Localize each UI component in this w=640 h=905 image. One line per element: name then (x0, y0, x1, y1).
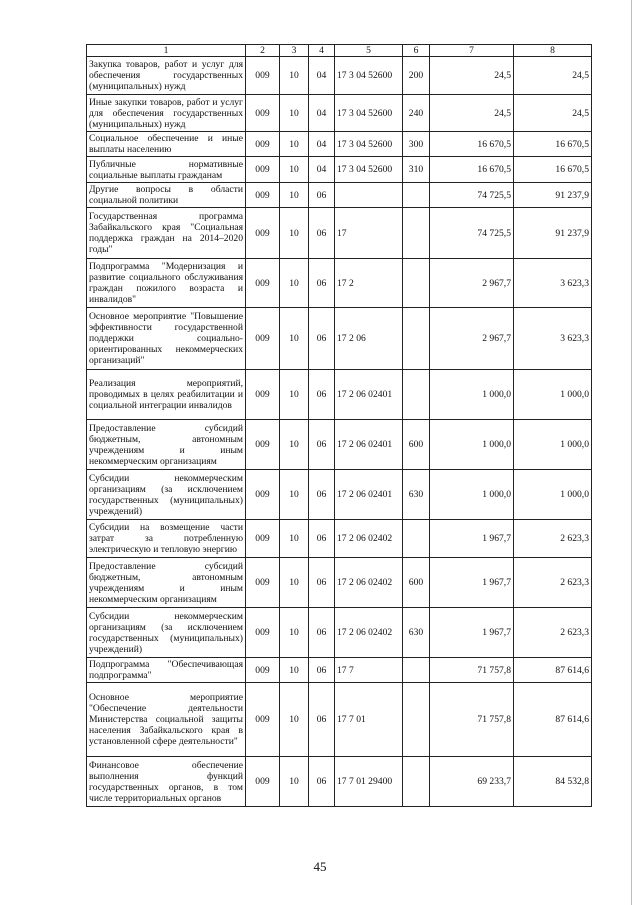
admin-code-cell: 009 (246, 520, 280, 558)
expense-type-cell (403, 370, 430, 420)
admin-code-cell: 009 (246, 757, 280, 807)
section-code-cell: 10 (280, 208, 309, 259)
expense-type-cell (403, 208, 430, 259)
amount-year1-cell: 2 967,7 (430, 259, 514, 308)
row-name-cell: Публичные нормативные социальные выплаты гражданам (87, 157, 246, 183)
target-article-cell: 17 3 04 52600 (335, 132, 403, 157)
admin-code-cell: 009 (246, 157, 280, 183)
amount-year2-cell: 91 237,9 (514, 183, 592, 208)
section-code-cell: 10 (280, 470, 309, 520)
expense-type-cell: 630 (403, 608, 430, 658)
table-row (87, 757, 592, 807)
header-cell: 7 (430, 45, 514, 57)
amount-year2-cell: 3 623,3 (514, 308, 592, 370)
amount-year2-cell: 1 000,0 (514, 420, 592, 470)
table-row (87, 183, 592, 208)
section-code-cell: 10 (280, 157, 309, 183)
target-article-cell: 17 2 06 02402 (335, 608, 403, 658)
page-number: 45 (313, 859, 327, 874)
target-article-cell: 17 7 01 29400 (335, 757, 403, 807)
amount-year1-cell: 1 967,7 (430, 608, 514, 658)
amount-year2-cell: 16 670,5 (514, 132, 592, 157)
amount-year2-cell: 87 614,6 (514, 658, 592, 683)
subsection-code-cell: 06 (309, 757, 335, 807)
section-code-cell: 10 (280, 370, 309, 420)
expense-type-cell (403, 658, 430, 683)
expense-type-cell (403, 308, 430, 370)
target-article-cell: 17 2 (335, 259, 403, 308)
amount-year1-cell: 74 725,5 (430, 208, 514, 259)
admin-code-cell: 009 (246, 470, 280, 520)
target-article-cell: 17 7 (335, 658, 403, 683)
section-code-cell: 10 (280, 658, 309, 683)
row-name-cell: Предоставление субсидий бюджетным, автономным учреждениям и иным некоммерческим организациям (87, 420, 246, 470)
table-row (87, 558, 592, 608)
amount-year2-cell: 24,5 (514, 95, 592, 132)
subsection-code-cell: 06 (309, 558, 335, 608)
table-row (87, 132, 592, 157)
amount-year1-cell: 69 233,7 (430, 757, 514, 807)
section-code-cell: 10 (280, 259, 309, 308)
expense-type-cell: 200 (403, 57, 430, 95)
amount-year2-cell: 87 614,6 (514, 683, 592, 757)
target-article-cell: 17 2 06 02402 (335, 558, 403, 608)
expense-type-cell: 600 (403, 420, 430, 470)
section-code-cell: 10 (280, 558, 309, 608)
row-name-cell: Реализация мероприятий, проводимых в целях реабилитации и социальной интеграции инвалидов (87, 370, 246, 420)
table-header-row (87, 45, 592, 57)
admin-code-cell: 009 (246, 608, 280, 658)
expense-type-cell (403, 757, 430, 807)
section-code-cell: 10 (280, 757, 309, 807)
row-name-cell: Другие вопросы в области социальной политики (87, 183, 246, 208)
subsection-code-cell: 04 (309, 57, 335, 95)
row-name-cell: Финансовое обеспечение выполнения функций государственных органов, в том числе территориальных органов (87, 757, 246, 807)
amount-year2-cell: 84 532,8 (514, 757, 592, 807)
table-row (87, 308, 592, 370)
admin-code-cell: 009 (246, 57, 280, 95)
target-article-cell: 17 2 06 02401 (335, 420, 403, 470)
table-row (87, 520, 592, 558)
amount-year2-cell: 24,5 (514, 57, 592, 95)
table-row (87, 57, 592, 95)
subsection-code-cell: 06 (309, 470, 335, 520)
subsection-code-cell: 06 (309, 520, 335, 558)
expense-type-cell (403, 683, 430, 757)
section-code-cell: 10 (280, 608, 309, 658)
amount-year2-cell: 2 623,3 (514, 608, 592, 658)
table-row (87, 95, 592, 132)
admin-code-cell: 009 (246, 183, 280, 208)
amount-year1-cell: 1 967,7 (430, 520, 514, 558)
amount-year2-cell: 16 670,5 (514, 157, 592, 183)
amount-year1-cell: 16 670,5 (430, 132, 514, 157)
section-code-cell: 10 (280, 420, 309, 470)
amount-year2-cell: 3 623,3 (514, 259, 592, 308)
row-name-cell: Субсидии некоммерческим организациям (за исключением государственных (муниципальных) учреждений) (87, 470, 246, 520)
row-name-cell: Основное мероприятие "Обеспечение деятельности Министерства социальной защиты населения Забайкальского края в установленной сфере деятельности" (87, 683, 246, 757)
admin-code-cell: 009 (246, 558, 280, 608)
admin-code-cell: 009 (246, 308, 280, 370)
admin-code-cell: 009 (246, 208, 280, 259)
admin-code-cell: 009 (246, 95, 280, 132)
target-article-cell: 17 7 01 (335, 683, 403, 757)
section-code-cell: 10 (280, 95, 309, 132)
subsection-code-cell: 06 (309, 370, 335, 420)
section-code-cell: 10 (280, 132, 309, 157)
page-edge-line (631, 0, 632, 905)
table-row (87, 658, 592, 683)
header-cell: 2 (246, 45, 280, 57)
subsection-code-cell: 06 (309, 683, 335, 757)
row-name-cell: Иные закупки товаров, работ и услуг для обеспечения государственных (муниципальных) нужд (87, 95, 246, 132)
subsection-code-cell: 06 (309, 208, 335, 259)
subsection-code-cell: 04 (309, 157, 335, 183)
table-row (87, 683, 592, 757)
table-row (87, 208, 592, 259)
amount-year1-cell: 24,5 (430, 95, 514, 132)
amount-year1-cell: 1 000,0 (430, 370, 514, 420)
subsection-code-cell: 06 (309, 308, 335, 370)
table-row (87, 370, 592, 420)
section-code-cell: 10 (280, 520, 309, 558)
row-name-cell: Государственная программа Забайкальского края "Социальная поддержка граждан на 2014–2020 годы" (87, 208, 246, 259)
target-article-cell: 17 2 06 02401 (335, 370, 403, 420)
expense-type-cell (403, 520, 430, 558)
subsection-code-cell: 06 (309, 259, 335, 308)
header-cell: 5 (335, 45, 403, 57)
row-name-cell: Подпрограмма "Модернизация и развитие социального обслуживания граждан пожилого возраста и инвалидов" (87, 259, 246, 308)
admin-code-cell: 009 (246, 420, 280, 470)
row-name-cell: Подпрограмма "Обеспечивающая подпрограмма" (87, 658, 246, 683)
target-article-cell: 17 3 04 52600 (335, 157, 403, 183)
section-code-cell: 10 (280, 683, 309, 757)
subsection-code-cell: 06 (309, 658, 335, 683)
header-cell: 3 (280, 45, 309, 57)
expense-type-cell: 310 (403, 157, 430, 183)
admin-code-cell: 009 (246, 370, 280, 420)
target-article-cell: 17 2 06 02402 (335, 520, 403, 558)
target-article-cell: 17 2 06 (335, 308, 403, 370)
row-name-cell: Закупка товаров, работ и услуг для обеспечения государственных (муниципальных) нужд (87, 57, 246, 95)
expense-type-cell: 630 (403, 470, 430, 520)
expense-type-cell: 300 (403, 132, 430, 157)
admin-code-cell: 009 (246, 658, 280, 683)
table-row (87, 608, 592, 658)
amount-year1-cell: 74 725,5 (430, 183, 514, 208)
subsection-code-cell: 06 (309, 420, 335, 470)
table-row (87, 157, 592, 183)
admin-code-cell: 009 (246, 132, 280, 157)
target-article-cell: 17 (335, 208, 403, 259)
target-article-cell: 17 3 04 52600 (335, 95, 403, 132)
amount-year1-cell: 1 000,0 (430, 470, 514, 520)
subsection-code-cell: 04 (309, 132, 335, 157)
subsection-code-cell: 04 (309, 95, 335, 132)
amount-year2-cell: 2 623,3 (514, 558, 592, 608)
table-row (87, 470, 592, 520)
row-name-cell: Субсидии некоммерческим организациям (за исключением государственных (муниципальных) учреждений) (87, 608, 246, 658)
target-article-cell: 17 2 06 02401 (335, 470, 403, 520)
amount-year2-cell: 2 623,3 (514, 520, 592, 558)
amount-year1-cell: 1 000,0 (430, 420, 514, 470)
target-article-cell (335, 183, 403, 208)
header-cell: 6 (403, 45, 430, 57)
row-name-cell: Социальное обеспечение и иные выплаты населению (87, 132, 246, 157)
section-code-cell: 10 (280, 183, 309, 208)
row-name-cell: Предоставление субсидий бюджетным, автономным учреждениям и иным некоммерческим организациям (87, 558, 246, 608)
expense-type-cell: 240 (403, 95, 430, 132)
amount-year2-cell: 1 000,0 (514, 470, 592, 520)
amount-year1-cell: 1 967,7 (430, 558, 514, 608)
amount-year1-cell: 71 757,8 (430, 658, 514, 683)
amount-year1-cell: 2 967,7 (430, 308, 514, 370)
budget-table (86, 44, 592, 807)
subsection-code-cell: 06 (309, 183, 335, 208)
header-cell: 4 (309, 45, 335, 57)
table-row (87, 420, 592, 470)
table-row (87, 259, 592, 308)
table-body (87, 57, 592, 807)
amount-year1-cell: 16 670,5 (430, 157, 514, 183)
expense-type-cell (403, 259, 430, 308)
amount-year1-cell: 71 757,8 (430, 683, 514, 757)
header-cell: 1 (87, 45, 246, 57)
header-cell: 8 (514, 45, 592, 57)
subsection-code-cell: 06 (309, 608, 335, 658)
section-code-cell: 10 (280, 57, 309, 95)
amount-year1-cell: 24,5 (430, 57, 514, 95)
row-name-cell: Основное мероприятие "Повышение эффективности государственной поддержки социально-ориентированных некоммерческих организаций" (87, 308, 246, 370)
admin-code-cell: 009 (246, 259, 280, 308)
row-name-cell: Субсидии на возмещение части затрат за потребленную электрическую и тепловую энергию (87, 520, 246, 558)
target-article-cell: 17 3 04 52600 (335, 57, 403, 95)
admin-code-cell: 009 (246, 683, 280, 757)
amount-year2-cell: 1 000,0 (514, 370, 592, 420)
section-code-cell: 10 (280, 308, 309, 370)
amount-year2-cell: 91 237,9 (514, 208, 592, 259)
expense-type-cell: 600 (403, 558, 430, 608)
expense-type-cell (403, 183, 430, 208)
